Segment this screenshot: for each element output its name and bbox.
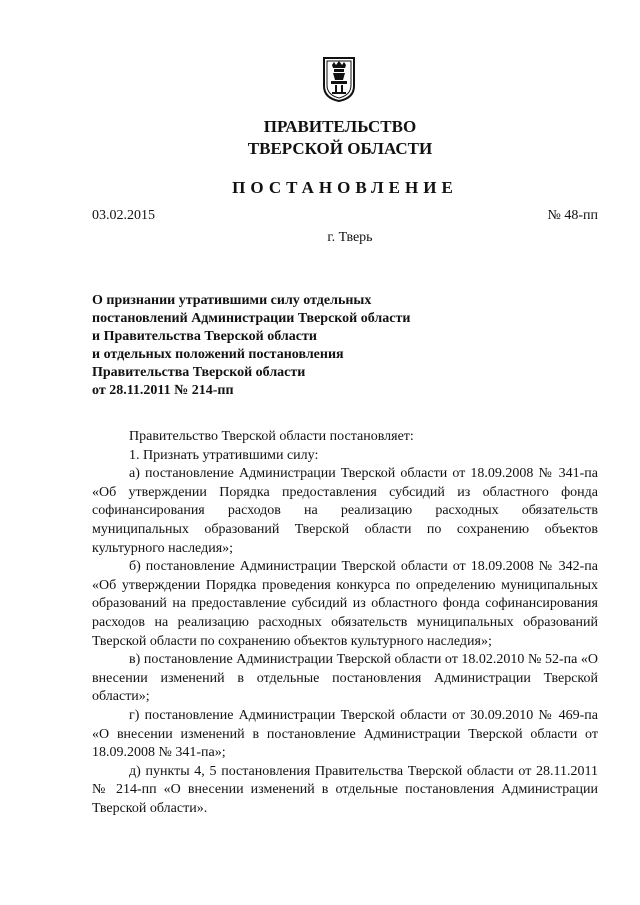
title-line: и отдельных положений постановления [92,347,344,362]
title-line: от 28.11.2011 № 214-пп [92,383,234,398]
body-intro: Правительство Тверской области постановляет: [129,429,414,444]
body-item-b: б) постановление Администрации Тверской области от 18.09.2008 № 342-па «Об утверждении Порядка проведения конкурса по определению муниципальных образований на предоставление субсидий из областного фонда софинансирования расходов на реализацию расходных обязательств муниципальных образований Тверской области по сохранению объектов культурного наследия»; [92,559,598,649]
issuer-line-1: ПРАВИТЕЛЬСТВО [263,117,417,136]
body-item-a: а) постановление Администрации Тверской области от 18.09.2008 № 341-па «Об утверждении Порядка предоставления субсидий из областного фонда софинансирования расходов на реализацию расходных обязательств муниципальных образований Тверской области по сохранению объектов культурного наследия»; [92,466,598,556]
body-point-1: 1. Признать утратившими силу: [129,447,319,463]
title-line: Правительства Тверской области [92,365,306,380]
document-city: г. Тверь [327,230,373,245]
body-item-g: г) постановление Администрации Тверской области от 30.09.2010 № 469-па «О внесении изменений в постановление Администрации Тверской области от 18.09.2008 № 341-па»; [92,707,598,761]
document-number: № 48-пп [547,208,598,223]
document-title [92,292,410,400]
document-type: ПОСТАНОВЛЕНИЕ [232,178,458,197]
title-line: и Правительства Тверской области [92,329,317,344]
body-item-d: д) пункты 4, 5 постановления Правительства Тверской области от 28.11.2011 № 214-пп «О внесении изменений в отдельные постановления Администрации Тверской области». [92,763,598,816]
title-line: О признании утратившими силу отдельных [92,293,372,308]
issuer-heading [0,116,640,160]
document-body [92,428,598,818]
issuer-line-2: ТВЕРСКОЙ ОБЛАСТИ [247,139,433,158]
body-item-v: в) постановление Администрации Тверской области от 18.02.2010 № 52-па «О внесении изменений в отдельные постановления Администрации Тверской области»; [92,652,598,705]
coat-of-arms-icon [322,56,356,102]
title-line: постановлений Администрации Тверской области [92,311,411,326]
document-date: 03.02.2015 [92,208,155,223]
